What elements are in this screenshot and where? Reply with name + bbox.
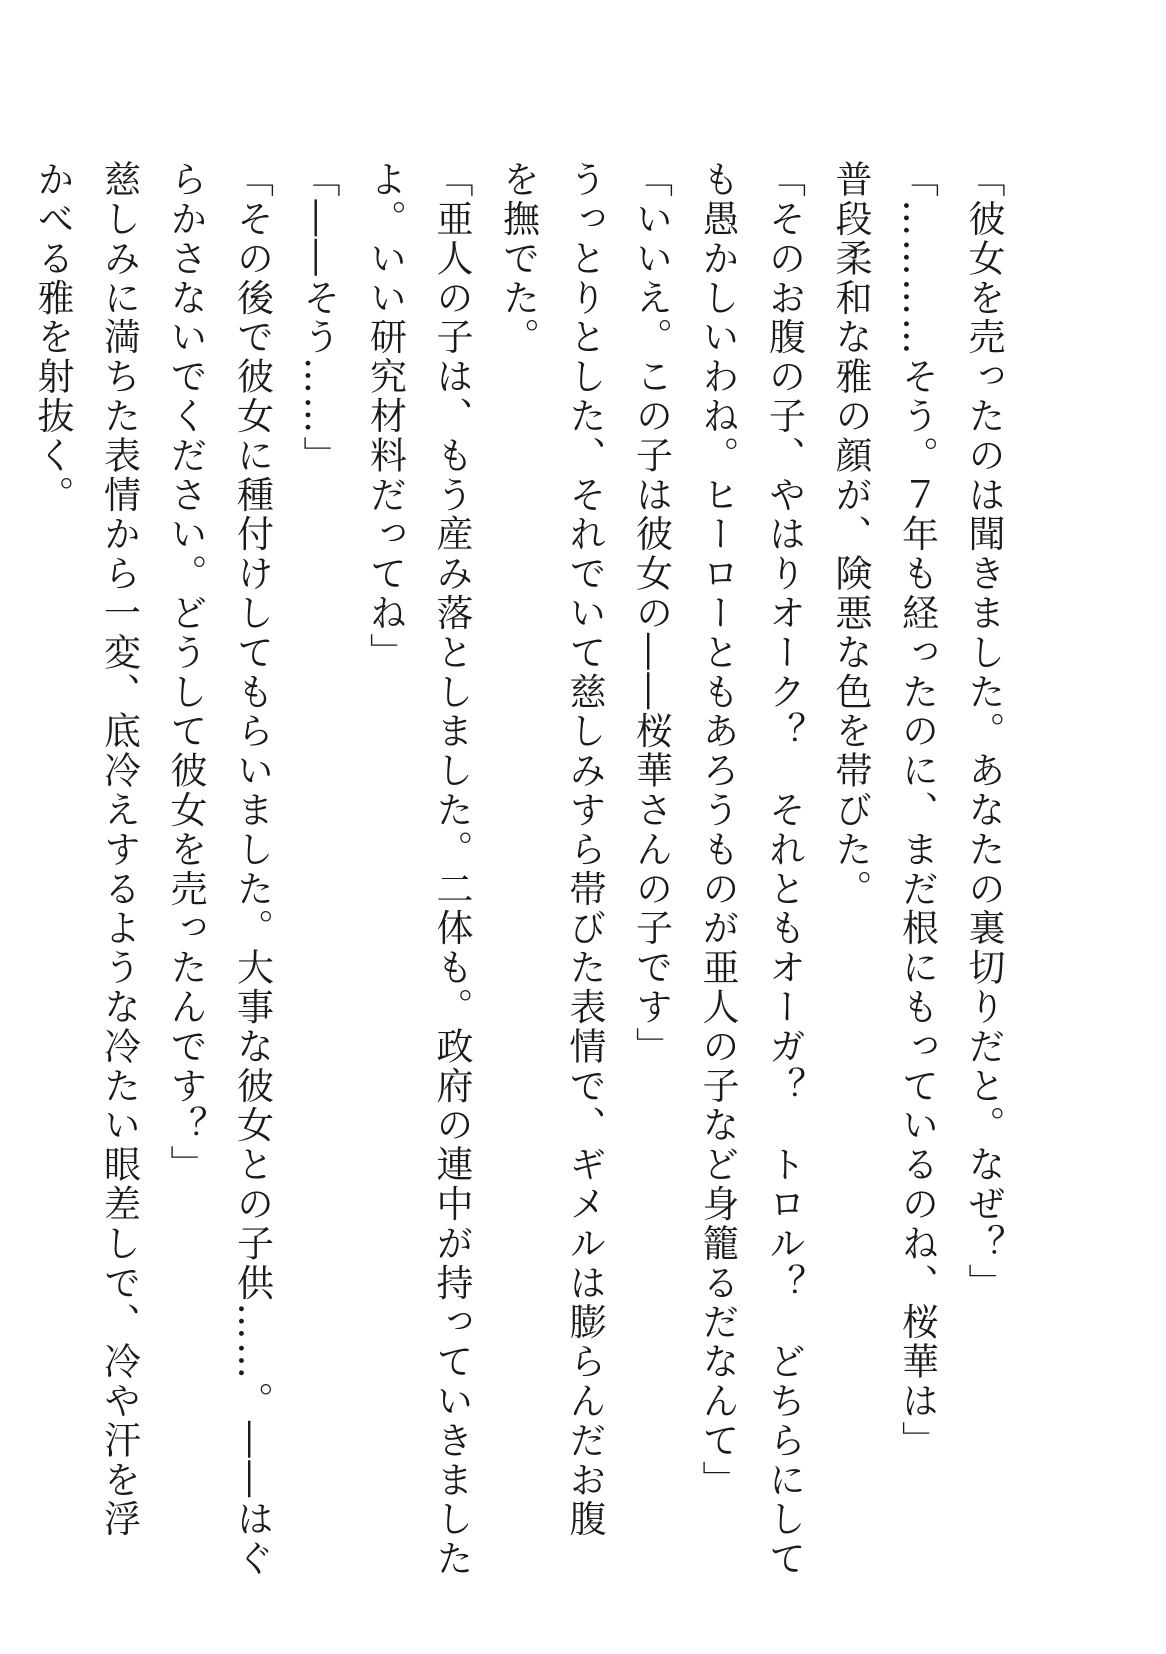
text-line: も愚かしいわね。ヒーローともあろうものが亜人の子など身籠るだなんて」 [696,160,739,1500]
text-line: よ。いい研究材料だってね」 [363,160,407,673]
text-line: 普段柔和な雅の顔が、険悪な色を帯びた。 [829,160,872,909]
vertical-text-body [19,160,1017,1579]
text-line: 「彼女を売ったのは聞きました。あなたの裏切りだと。なぜ？」 [962,160,1005,1303]
text-line: 「そのお腹の子、やはりオーク？ それともオーガ？ トロル？ どちらにして [762,160,806,1579]
text-line: 「亜人の子は、もう産み落としました。二体も。政府の連中が持っていきました [430,160,473,1579]
text-line: を撫でた。 [496,160,540,357]
text-line: 慈しみに満ちた表情から一変、底冷えするような冷たい眼差しで、冷や汗を浮 [97,160,141,1539]
text-line: らかさないでください。どうして彼女を売ったんです？」 [164,160,207,1185]
text-line: うっとりとした、それでいて慈しみすら帯びた表情で、ギメルは膨らんだお腹 [563,160,606,1539]
text-line: 「その後で彼女に種付けしてもらいました。大事な彼女との子供……。――はぐ [230,160,274,1579]
text-line: かべる雅を射抜く。 [31,160,74,515]
text-line: 「いいえ。この子は彼女の――桜華さんの子です」 [629,160,673,1067]
text-line: 「――そう……」 [297,160,340,476]
text-line: 「…………そう。７年も経ったのに、まだ根にもっているのね、桜華は」 [895,160,939,1461]
